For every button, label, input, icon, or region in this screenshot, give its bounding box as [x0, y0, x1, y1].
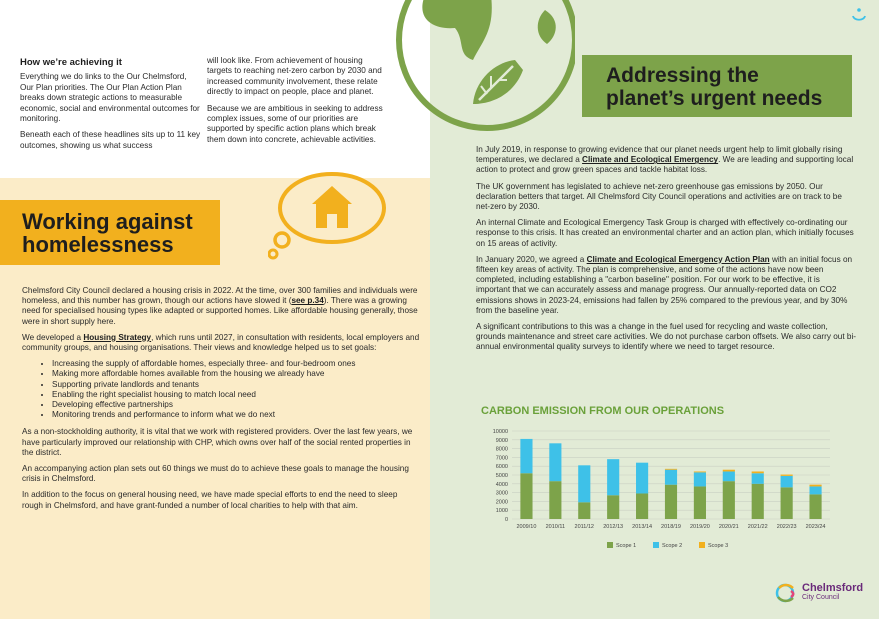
bar-segment — [723, 471, 735, 481]
bar-segment — [752, 473, 764, 484]
bar-segment — [809, 494, 821, 519]
homelessness-body — [22, 286, 420, 517]
achieving-column-b — [207, 56, 389, 151]
bar-segment — [636, 463, 648, 494]
y-tick-label: 9000 — [495, 437, 508, 444]
x-tick-label: 2019/20 — [689, 524, 710, 530]
y-tick-label: 0 — [504, 517, 508, 523]
y-tick-label: 10000 — [492, 429, 508, 435]
x-tick-label: 2013/14 — [632, 524, 653, 530]
housing-strategy-link[interactable]: Housing Strategy — [83, 332, 152, 342]
legend-swatch — [653, 542, 659, 548]
y-tick-label: 8000 — [495, 446, 508, 453]
homelessness-title: Working against homelessness — [0, 200, 220, 265]
list-item: • Increasing the supply of affordable homes, especially three- and four-bedroom ones — [52, 359, 420, 369]
planet-paragraph — [476, 255, 856, 316]
homeless-paragraph: In addition to the focus on general housing need, we have made special efforts to end the need to sleep rough in Chelmsford, and have grant-funded a number of local charities to help with that aim. — [22, 490, 398, 510]
y-tick-label: 5000 — [495, 473, 508, 479]
y-tick-label: 3000 — [495, 490, 508, 497]
bar-segment — [607, 459, 619, 495]
bar-segment — [549, 443, 561, 481]
logo-name: Chelmsford — [802, 582, 864, 594]
house-thought-bubble-icon — [268, 168, 388, 260]
bar-segment — [636, 493, 648, 519]
y-tick-label: 6000 — [495, 464, 508, 471]
y-tick-label: 1000 — [495, 508, 508, 515]
x-tick-label: 2018/19 — [661, 524, 681, 530]
bar-segment — [694, 486, 706, 519]
list-item: • Enabling the right specialist housing to match local need — [52, 390, 420, 400]
earth-leaf-icon — [395, 0, 575, 140]
bar-segment — [520, 473, 532, 519]
text-span: . We are leading and supporting local action to protect and grow green spaces and tackle habitat loss. — [476, 155, 854, 175]
legend-label: Scope 2 — [662, 543, 683, 549]
planet-paragraph: The UK government has legislated to achieve net-zero greenhouse gas emissions by 2050. Our declaration betters that target. All Chelmsford City Council operations and activities are on track to be net-zero by 2030. — [476, 181, 842, 212]
achieving-paragraph: Everything we do links to the Our Chelmsford, Our Plan priorities. The Our Plan Action Plan breaks down strategic actions to measurable economic, social and environmental outcomes for monitoring. — [20, 72, 200, 124]
text-span: We developed a — [22, 332, 84, 342]
see-page-link[interactable]: see p.34 — [291, 296, 324, 306]
carbon-emission-chart — [480, 425, 840, 555]
action-plan-link[interactable]: Climate and Ecological Emergency Action Plan — [586, 254, 770, 264]
legend-swatch — [607, 542, 613, 548]
legend-label: Scope 1 — [616, 543, 637, 549]
council-logo-icon — [775, 582, 799, 604]
achieving-column-a — [20, 58, 202, 157]
achieving-paragraph: will look like. From achievement of housing targets to reaching net-zero carbon by 2030 and increased community involvement, these relate directly to impact on people, place and planet. — [207, 56, 382, 97]
bar-segment — [781, 475, 793, 476]
bar-segment — [694, 472, 706, 486]
climate-emergency-link[interactable]: Climate and Ecological Emergency — [582, 155, 719, 165]
text-span: Chelmsford City Council declared a housing crisis in 2022. At the time, over 300 families and individuals were homeless, and this number has grown, though our actions have slowed it ( — [22, 286, 418, 306]
homeless-paragraph — [22, 286, 420, 327]
y-tick-label: 4000 — [495, 481, 508, 488]
list-item: • Supporting private landlords and tenants — [52, 380, 420, 390]
planet-paragraph — [476, 145, 856, 176]
homeless-paragraph: As a non-stockholding authority, it is vital that we work with registered providers. Over the last few years, we have particularly improved our relationship with CHP, which owns over half of the social rented properties in the district. — [22, 427, 413, 457]
bar-segment — [752, 471, 764, 473]
bar-segment — [520, 439, 532, 473]
logo-subtitle: City Council — [802, 594, 840, 601]
bar-segment — [665, 470, 677, 485]
list-item: • Making more affordable homes available from the housing we already have — [52, 369, 420, 379]
y-tick-label: 2000 — [495, 499, 508, 506]
legend-label: Scope 3 — [708, 543, 729, 549]
bar-segment — [549, 481, 561, 519]
chart-title: CARBON EMISSION FROM OUR OPERATIONS — [481, 405, 725, 417]
bar-segment — [578, 465, 590, 502]
bar-segment — [809, 485, 821, 487]
achieving-paragraph: Beneath each of these headlines sits up to 11 key outcomes, showing us what success — [20, 130, 201, 150]
y-tick-label: 7000 — [495, 455, 508, 462]
homeless-paragraph — [22, 333, 420, 353]
bar-segment — [781, 476, 793, 487]
x-tick-label: 2010/11 — [545, 524, 566, 530]
x-tick-label: 2022/23 — [776, 524, 797, 530]
legend-swatch — [699, 542, 705, 548]
bar-segment — [665, 485, 677, 519]
x-tick-label: 2012/13 — [603, 524, 624, 530]
text-span: , which runs until 2027, in consultation with residents, local employers and community groups, and housing organisations. Their views and knowledge helped us to set goals: — [22, 332, 420, 353]
bar-segment — [752, 484, 764, 519]
bar-segment — [781, 487, 793, 519]
goals-list — [52, 359, 420, 420]
bar-segment — [665, 469, 677, 470]
planet-paragraph: An internal Climate and Ecological Emergency Task Group is charged with effectively co-ordinating our response to this crisis. It has created an environmental charter and an action plan, which initially focuses on 15 areas of activity. — [476, 218, 854, 248]
bar-segment — [723, 481, 735, 519]
bar-segment — [578, 502, 590, 519]
planet-paragraph: A significant contributions to this was a change in the fuel used for recycling and waste collection, grounds maintenance and street care activities. We do not purchase carbon offsets. We also carry out bi-annual environmental quality surveys to identify where we need to target resource. — [476, 322, 857, 352]
bar-segment — [607, 495, 619, 519]
bar-segment — [694, 471, 706, 472]
x-tick-label: 2020/21 — [718, 524, 739, 530]
planet-body — [476, 145, 856, 359]
achieving-paragraph: Because we are ambitious in seeking to address complex issues, some of our priorities are supported by specific action plans which break them down into concrete, achievable activities. — [207, 103, 383, 144]
x-tick-label: 2009/10 — [516, 524, 537, 530]
bar-segment — [723, 470, 735, 472]
council-logo — [775, 582, 863, 604]
x-tick-label: 2011/12 — [574, 524, 595, 530]
accessibility-icon[interactable] — [850, 6, 868, 24]
x-tick-label: 2021/22 — [747, 524, 768, 530]
text-span: In January 2020, we agreed a — [476, 254, 587, 264]
list-item: • Monitoring trends and performance to inform what we do next — [52, 410, 420, 420]
planet-title: Addressing the planet’s urgent needs — [582, 55, 852, 117]
homeless-paragraph: An accompanying action plan sets out 60 things we must do to achieve these goals to manage the housing crisis in Chelmsford. — [22, 464, 409, 484]
x-tick-label: 2023/24 — [805, 524, 826, 530]
text-span: with an initial focus on fifteen key areas of activity. The plan is comprehensive, and some of the actions have now been completed, including establishing a "carbon baseline" position. For our work to be effective, it is important that we can accurately assess and manage progress. Our annually-reported data on CO2 emissions shows in 2023-24, emissions had fallen by 25% compared to the previous year, and by 30% from the baseline year. — [476, 254, 853, 315]
text-span: In July 2019, in response to growing evidence that our planet needs urgent help to limit globally rising temperatures, we declared a — [476, 145, 843, 165]
achieving-heading: How we’re achieving it — [20, 57, 122, 68]
text-span: ). There was a growing need for specialised housing types like adapted or supported homes. Like affordable housing generally, those were in short supply here. — [22, 296, 418, 326]
bar-segment — [809, 486, 821, 494]
list-item: • Developing effective partnerships — [52, 400, 420, 410]
logo-text — [802, 583, 863, 603]
